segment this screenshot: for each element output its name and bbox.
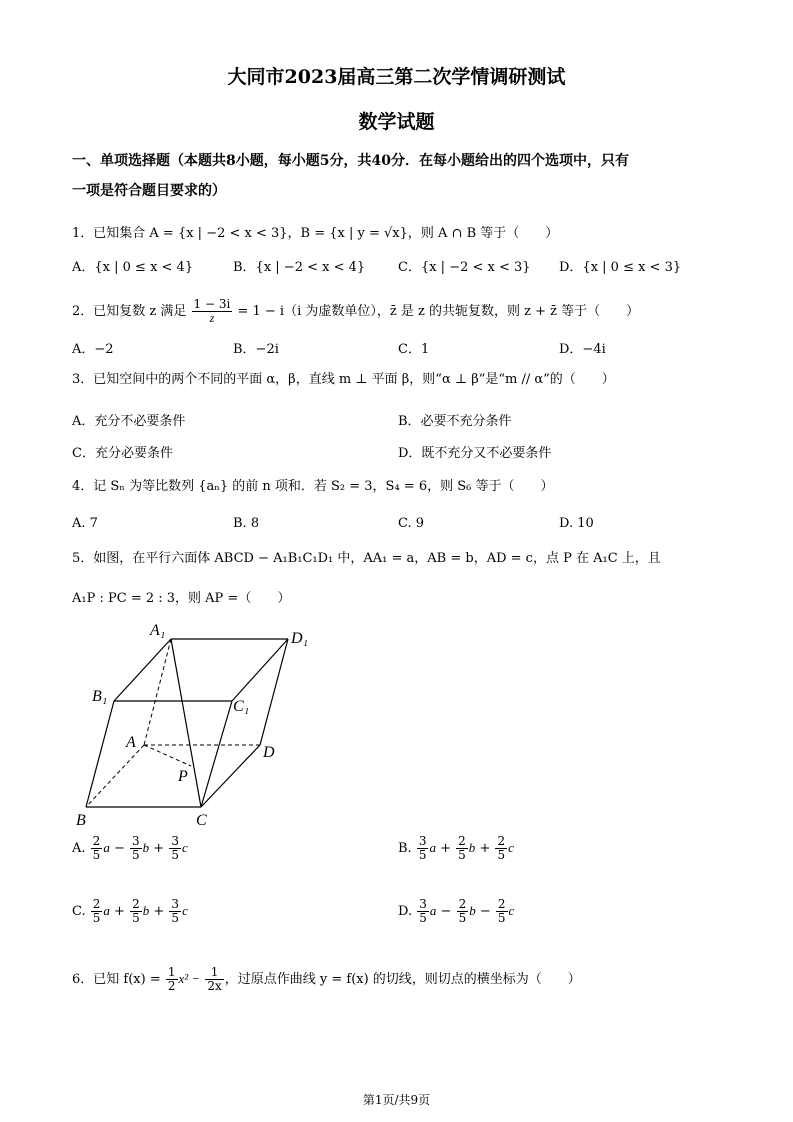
q3-option-b: B．必要不充分条件 <box>398 414 512 429</box>
q2-stem-start: 2．已知复数 z 满足 <box>72 304 187 319</box>
q5a-vec-2: b <box>142 840 150 855</box>
q6-f1-num: 1 <box>167 965 176 979</box>
q5a-f1-den: 5 <box>92 848 101 862</box>
question-2-stem <box>72 298 639 325</box>
label-d: D <box>263 744 275 761</box>
q2-option-c: C．1 <box>398 342 430 357</box>
q6-stem-start: 6．已知 f(x) = <box>72 972 161 987</box>
q5b-f2-num: 2 <box>458 834 466 848</box>
q5c-f1-den: 5 <box>92 911 101 925</box>
label-b1: B₁ <box>92 688 108 705</box>
q5b-f1-den: 5 <box>418 848 427 862</box>
q5b-vec-1: a <box>429 840 436 855</box>
q5a-f3-den: 5 <box>171 848 179 862</box>
q3-option-a: A．充分不必要条件 <box>72 414 186 429</box>
exam-subtitle: 数学试题 <box>358 111 435 133</box>
q5b-f1-num: 3 <box>418 834 427 848</box>
hidden-edge-a1-a <box>144 639 171 745</box>
q5c-frac-3 <box>169 898 181 925</box>
q5d-op-1: − <box>440 904 452 919</box>
question-6-stem <box>72 966 581 993</box>
q5d-vec-1: a <box>429 903 437 918</box>
q4-option-c: C. 9 <box>398 516 425 531</box>
q5b-op-1: + <box>440 841 452 856</box>
q5c-f2-num: 2 <box>132 897 140 911</box>
label-b: B <box>76 812 86 829</box>
q5a-frac-1 <box>91 835 103 862</box>
label-p: P <box>178 768 188 785</box>
exam-title: 大同市2023届高三第二次学情调研测试 <box>227 66 566 88</box>
q5c-f3-num: 3 <box>171 897 180 911</box>
q5c-frac-1 <box>91 898 103 925</box>
q5d-f3-den: 5 <box>497 911 506 925</box>
q5b-frac-2 <box>456 835 468 862</box>
parallelepiped-figure <box>70 615 330 830</box>
q2-option-a: A．−2 <box>72 342 114 357</box>
edge-a1-b1 <box>114 639 171 701</box>
q6-fraction-1 <box>166 966 178 993</box>
q5a-op-1: − <box>113 841 125 856</box>
q5b-f3-den: 5 <box>497 848 506 862</box>
q5c-frac-2 <box>130 898 142 925</box>
section-heading: 一、单项选择题（本题共8小题，每小题5分，共40分．在每小题给出的四个选项中，只有 <box>72 153 629 169</box>
q5d-vec-3: c <box>508 903 515 918</box>
q5-option-b <box>398 835 514 862</box>
q6-fraction-2 <box>205 966 223 993</box>
q5-option-d <box>398 898 514 925</box>
q5c-f2-den: 5 <box>132 911 140 925</box>
label-d1: D₁ <box>291 630 309 647</box>
q5d-frac-3 <box>496 898 508 925</box>
q5a-f3-num: 3 <box>171 834 179 848</box>
q2-option-d: D．−4i <box>559 342 606 357</box>
q4-option-d: D. 10 <box>559 516 594 531</box>
q6-stem-end: ，过原点作曲线 y = f(x) 的切线，则切点的横坐标为（ ） <box>224 972 581 987</box>
edge-b1-b <box>86 701 114 807</box>
q6-f2-num: 1 <box>205 966 223 980</box>
q6-mid: x² − <box>178 971 201 986</box>
q5d-letter: D. <box>398 904 413 919</box>
q5b-frac-1 <box>417 835 429 862</box>
q4-option-a: A. 7 <box>72 516 98 531</box>
q5a-f1-num: 2 <box>92 834 101 848</box>
q5d-op-2: − <box>479 904 491 919</box>
q5d-f2-num: 2 <box>458 897 467 911</box>
q6-f1-den: 2 <box>167 979 176 993</box>
q5d-frac-2 <box>457 898 469 925</box>
question-4-stem: 4．记 Sₙ 为等比数列 {aₙ} 的前 n 项和．若 S₂ = 3，S₄ = 6，则 S₆ 等于（ ） <box>72 479 554 494</box>
q5b-f3-num: 2 <box>497 834 506 848</box>
q5a-frac-3 <box>169 835 181 862</box>
q5c-vec-3: c <box>182 903 188 918</box>
q3-option-c: C．充分必要条件 <box>72 446 173 461</box>
q5c-vec-2: b <box>142 903 150 918</box>
q5a-f2-den: 5 <box>132 848 140 862</box>
label-c1: C₁ <box>233 698 250 715</box>
q4-option-b: B. 8 <box>233 516 260 531</box>
q2-fraction <box>192 298 233 325</box>
page-number: 第1页/共9页 <box>362 1093 431 1107</box>
q3-option-d: D．既不充分又不必要条件 <box>398 446 552 461</box>
q5a-vec-3: c <box>181 840 188 855</box>
q5d-f3-num: 2 <box>497 897 506 911</box>
q5a-vec-1: a <box>103 840 110 855</box>
q5-option-a <box>72 835 188 862</box>
label-c: C <box>196 812 207 829</box>
q5-option-c <box>72 898 188 925</box>
label-a1: A₁ <box>150 622 166 639</box>
q5d-f1-num: 3 <box>419 897 427 911</box>
q5d-f1-den: 5 <box>419 911 427 925</box>
q5b-op-2: + <box>479 841 491 856</box>
q5c-letter: C. <box>72 904 86 919</box>
q5b-letter: B. <box>398 841 412 856</box>
q5b-f2-den: 5 <box>458 848 466 862</box>
q1-option-d: D．{x | 0 ≤ x < 3} <box>559 260 682 275</box>
label-a: A <box>126 734 136 751</box>
q2-fraction-num: 1 − 3i <box>193 297 231 311</box>
q5c-f3-den: 5 <box>171 911 180 925</box>
q5d-vec-2: b <box>469 903 476 918</box>
question-3-stem: 3．已知空间中的两个不同的平面 α，β，直线 m ⊥ 平面 β，则“α ⊥ β”是“m // α”的（ ） <box>72 372 615 387</box>
q2-option-b: B．−2i <box>233 342 279 357</box>
section-heading-cont: 一项是符合题目要求的） <box>72 183 226 199</box>
q5a-op-2: + <box>153 841 165 856</box>
hidden-segment-a-p <box>144 745 191 766</box>
q6-f2-den: 2x <box>207 979 222 993</box>
q5a-f2-num: 3 <box>132 834 140 848</box>
q5a-frac-2 <box>130 835 142 862</box>
q1-option-b: B．{x | −2 < x < 4} <box>233 260 366 275</box>
q5b-vec-3: c <box>508 840 514 855</box>
q1-option-c: C．{x | −2 < x < 3} <box>398 260 531 275</box>
q5c-op-1: + <box>114 904 125 919</box>
q5c-vec-1: a <box>103 903 110 918</box>
q2-fraction-den: z <box>209 311 215 325</box>
question-1-stem: 1．已知集合 A = {x | −2 < x < 3}，B = {x | y = √x}，则 A ∩ B 等于（ ） <box>72 226 559 241</box>
q2-stem-end: = 1 − i（i 为虚数单位），z̄ 是 z 的共轭复数，则 z + z̄ 等于（ ） <box>237 304 640 319</box>
question-5-stem: 5．如图，在平行六面体 ABCD − A₁B₁C₁D₁ 中，AA₁ = a，AB = b，AD = c，点 P 在 A₁C 上，且 <box>72 551 661 566</box>
q5d-frac-1 <box>417 898 429 925</box>
q1-option-a: A．{x | 0 ≤ x < 4} <box>72 260 194 275</box>
q5d-f2-den: 5 <box>458 911 467 925</box>
q5b-vec-2: b <box>468 840 476 855</box>
q5b-frac-3 <box>495 835 507 862</box>
q5c-f1-num: 2 <box>92 897 101 911</box>
question-5-stem-cont: A₁P : PC = 2 : 3，则 AP =（ ） <box>72 591 291 606</box>
q5c-op-2: + <box>153 904 165 919</box>
q5a-letter: A. <box>72 841 86 856</box>
